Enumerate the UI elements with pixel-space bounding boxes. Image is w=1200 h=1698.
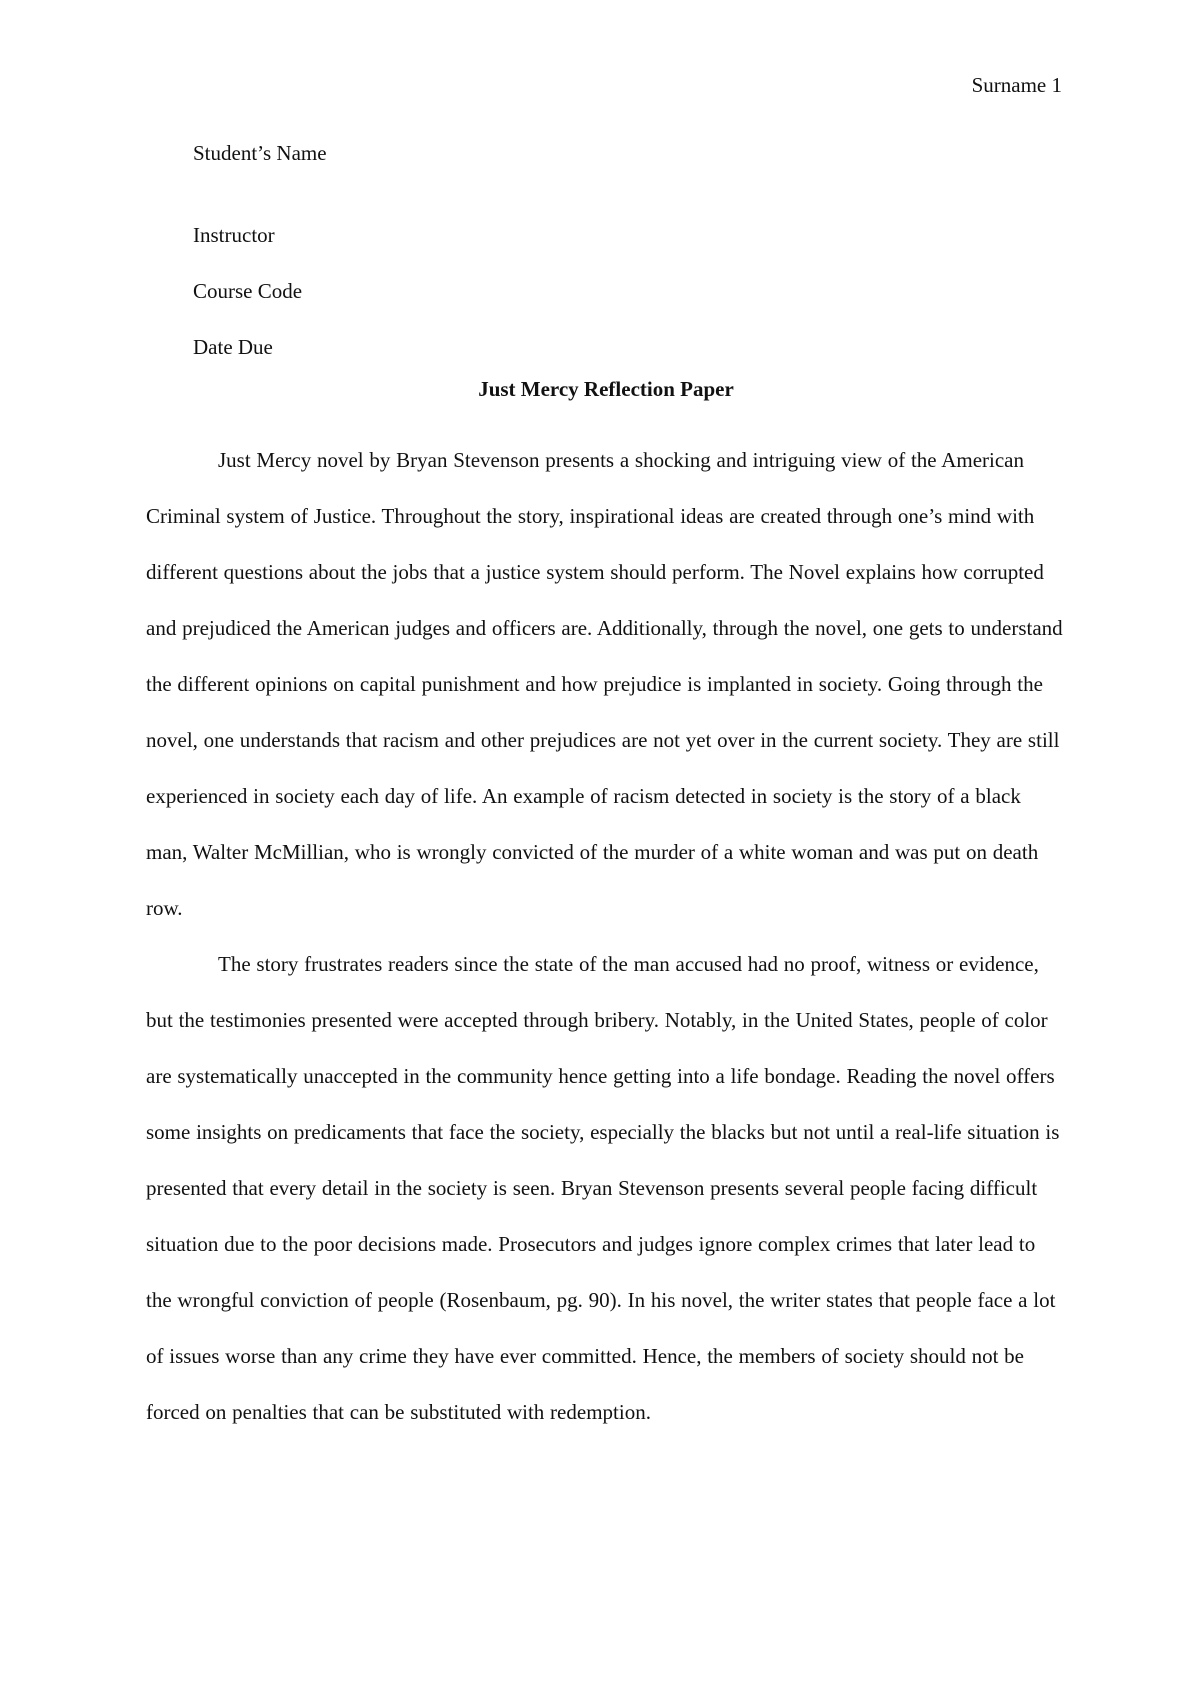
instructor: Instructor [193, 223, 275, 247]
paragraph: The story frustrates readers since the state of the man accused had no proof, witness or evidence, but the testimonies presented were accepted through bribery. Notably, in the United States, people of color are systematically unaccepted in the community hence getting into a life bondage. Reading the novel offers some insights on predicaments that face the society, especially the blacks but not until a real-life situation is presented that every detail in the society is seen. Bryan Stevenson presents several people facing difficult situation due to the poor decisions made. Prosecutors and judges ignore complex crimes that later lead to the wrongful conviction of people (Rosenbaum, pg. 90). In his novel, the writer states that people face a lot of issues worse than any crime they have ever committed. Hence, the members of society should not be forced on penalties that can be substituted with redemption. [146, 952, 1060, 1424]
student-name: Student’s Name [193, 141, 327, 165]
document-body [146, 140, 1066, 1440]
paragraph: Just Mercy novel by Bryan Stevenson presents a shocking and intriguing view of the American Criminal system of Justice. Throughout the story, inspirational ideas are created through one’s mind with different questions about the jobs that a justice system should perform. The Novel explains how corrupted and prejudiced the American judges and officers are. Additionally, through the novel, one gets to understand the different opinions on capital punishment and how prejudice is implanted in society. Going through the novel, one understands that racism and other prejudices are not yet over in the current society. They are still experienced in society each day of life. An example of racism detected in society is the story of a black man, Walter McMillian, who is wrongly convicted of the murder of a white woman and was put on death row. [146, 448, 1063, 920]
paper-title: Just Mercy Reflection Paper [478, 377, 734, 401]
date-due: Date Due [193, 335, 273, 359]
course-code: Course Code [193, 279, 303, 303]
running-head: Surname 1 [971, 73, 1062, 97]
